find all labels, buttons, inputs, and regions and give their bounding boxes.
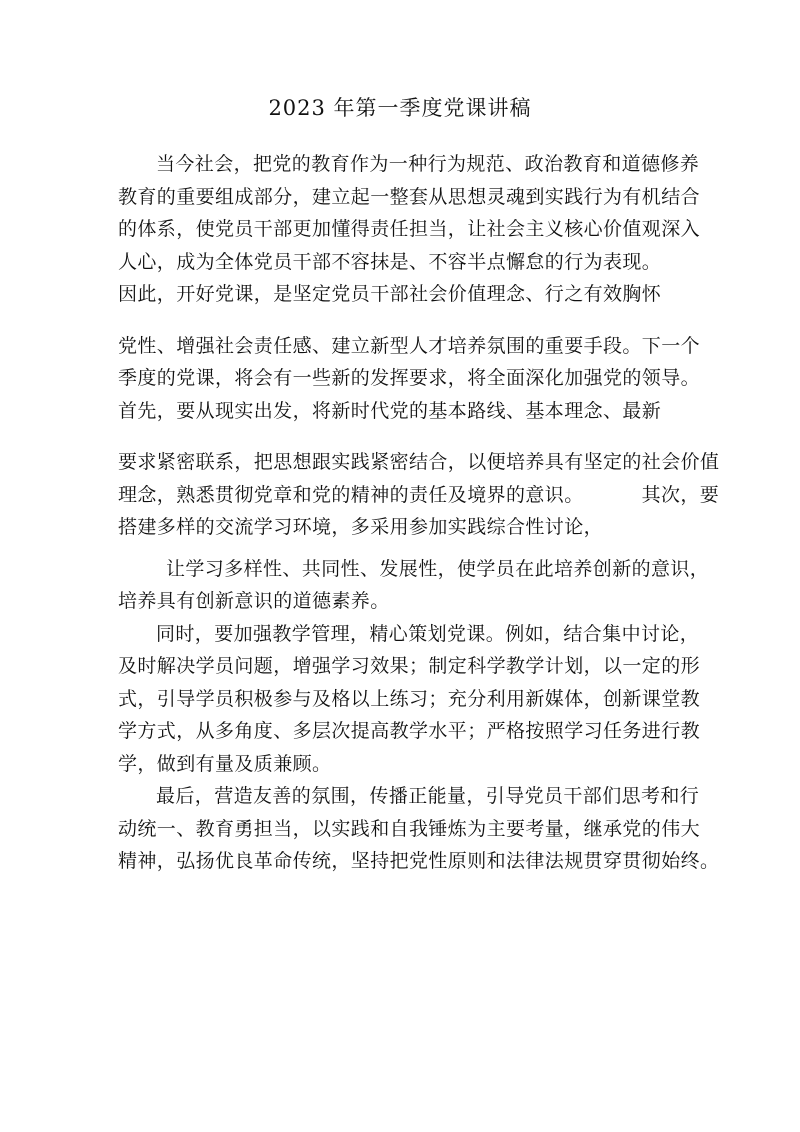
paragraph-text: 其次，要 bbox=[641, 483, 720, 506]
paragraph-line: 及时解决学员问题，增强学习效果；制定科学教学计划，以一定的形 bbox=[118, 655, 701, 677]
paragraph-line: 教育的重要组成部分，建立起一整套从思想灵魂到实践行为有机结合 bbox=[118, 185, 701, 208]
paragraph-line: 要求紧密联系，把思想跟实践紧密结合，以便培养具有坚定的社会价值 bbox=[118, 451, 720, 473]
paragraph-line: 动统一、教育勇担当，以实践和自我锤炼为主要考量，继承党的伟大 bbox=[118, 817, 701, 840]
paragraph-line: 因此，开好党课，是坚定党员干部社会价值理念、行之有效胸怀 bbox=[118, 283, 662, 305]
paragraph-line: 搭建多样的交流学习环境，多采用参加实践综合性讨论， bbox=[118, 516, 604, 538]
paragraph-line: 党性、增强社会责任感、建立新型人才培养氛围的重要手段。下一个 bbox=[118, 334, 701, 357]
paragraph-text: 理念，熟悉贯彻党章和党的精神的责任及境界的意识。 bbox=[118, 483, 584, 506]
paragraph-line: 首先，要从现实出发，将新时代党的基本路线、基本理念、最新 bbox=[118, 399, 662, 422]
document-body bbox=[118, 148, 720, 878]
paragraph-line: 学，做到有量及质兼顾。 bbox=[118, 752, 332, 775]
document-title: 2023 年第一季度党课讲稿 bbox=[268, 96, 532, 120]
paragraph-line: 当今社会，把党的教育作为一种行为规范、政治教育和道德修养 bbox=[156, 153, 700, 175]
paragraph-line: 人心，成为全体党员干部不容抹是、不容半点懈怠的行为表现。 bbox=[118, 250, 662, 273]
paragraph-line: 让学习多样性、共同性、发展性，使学员在此培养创新的意识， bbox=[166, 557, 710, 580]
paragraph-line: 最后，营造友善的氛围，传播正能量，引导党员干部们思考和行 bbox=[156, 785, 700, 807]
paragraph-line: 同时，要加强教学管理，精心策划党课。例如，结合集中讨论， bbox=[156, 622, 700, 645]
paragraph-line: 季度的党课，将会有一些新的发挥要求，将全面深化加强党的领导。 bbox=[118, 367, 701, 389]
paragraph-line: 精神，弘扬优良革命传统，坚持把党性原则和法律法规贯穿贯彻始终。 bbox=[118, 850, 720, 872]
paragraph-line: 学方式，从多角度、多层次提高教学水平；严格按照学习任务进行教 bbox=[118, 720, 701, 742]
paragraph-line: 的体系，使党员干部更加懂得责任担当，让社会主义核心价值观深入 bbox=[118, 218, 701, 240]
paragraph-line bbox=[118, 479, 720, 512]
paragraph-line: 式，引导学员积极参与及格以上练习；充分利用新媒体，创新课堂教 bbox=[118, 687, 701, 710]
paragraph-line: 培养具有创新意识的道德素养。 bbox=[118, 590, 390, 612]
